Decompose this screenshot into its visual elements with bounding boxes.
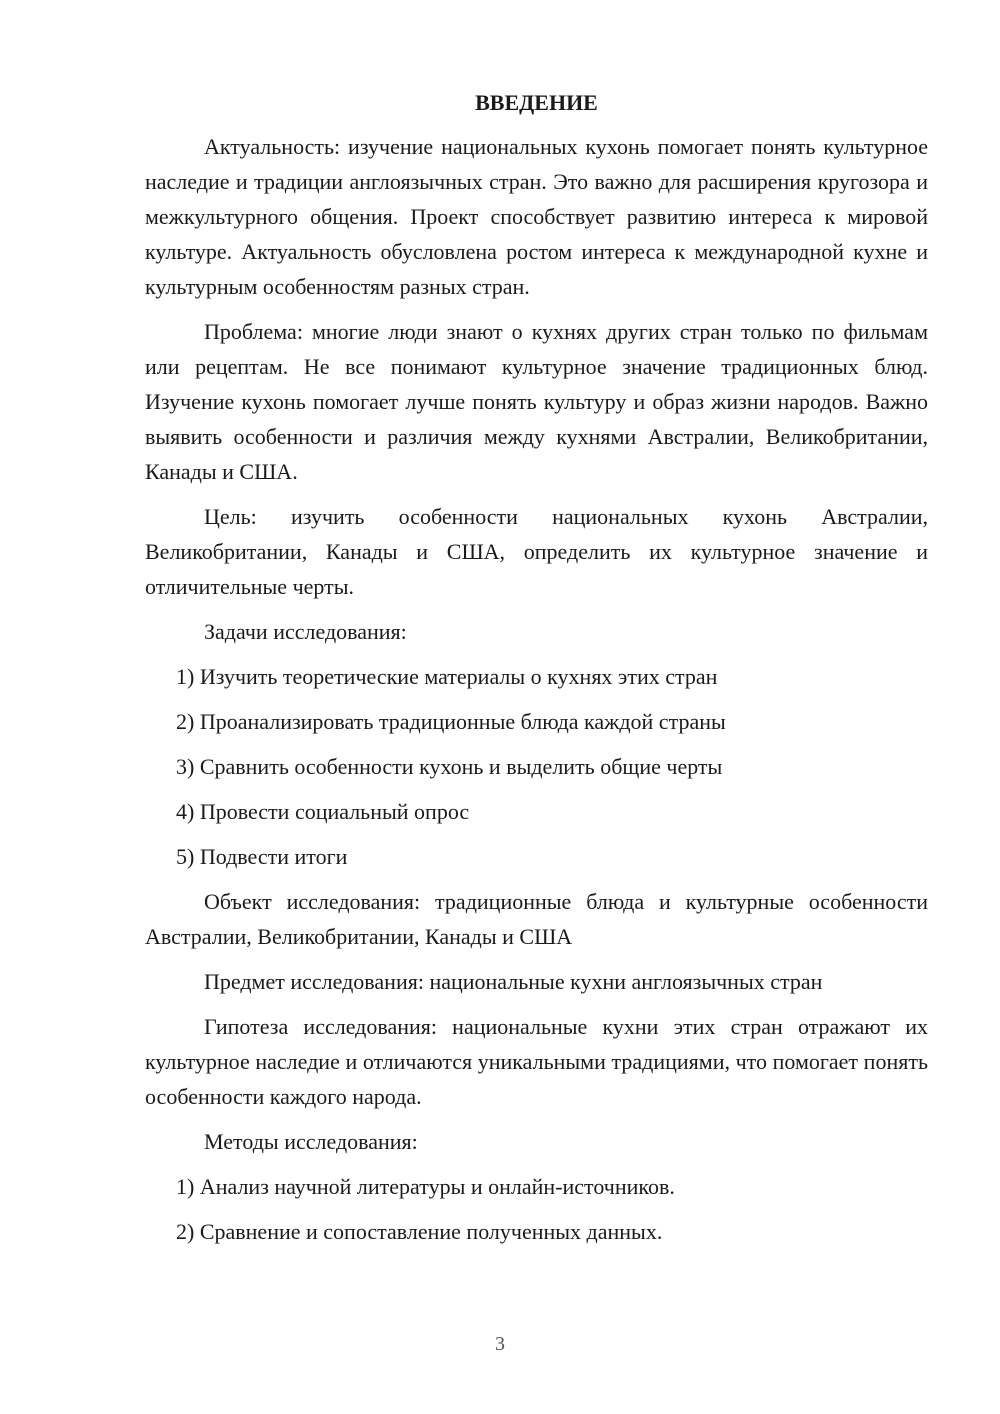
relevance-paragraph: Актуальность: изучение национальных кухонь помогает понять культурное наследие и традиции англоязычных стран. Это важно для расширения кругозора и межкультурного общения. Проект способствует развитию интереса к мировой культуре. Актуальность обусловлена ростом интереса к международной кухне и культурным особенностям разных стран. bbox=[145, 134, 928, 299]
method-item: 1) Анализ научной литературы и онлайн-источников. bbox=[176, 1174, 675, 1199]
problem-paragraph: Проблема: многие люди знают о кухнях других стран только по фильмам или рецептам. Не все понимают культурное значение традиционных блюд. Изучение кухонь помогает лучше понять культуру и образ жизни народов. Важно выявить особенности и различия между кухнями Австралии, Великобритании, Канады и США. bbox=[145, 319, 928, 484]
tasks-heading: Задачи исследования: bbox=[204, 619, 407, 644]
section-title: ВВЕДЕНИЕ bbox=[475, 90, 598, 115]
object-paragraph: Объект исследования: традиционные блюда и культурные особенности Австралии, Великобритании, Канады и США bbox=[145, 889, 928, 949]
page-number: 3 bbox=[495, 1333, 505, 1355]
task-item: 4) Провести социальный опрос bbox=[176, 799, 470, 824]
task-item: 5) Подвести итоги bbox=[176, 844, 348, 869]
method-item: 2) Сравнение и сопоставление полученных данных. bbox=[176, 1219, 663, 1244]
task-item: 1) Изучить теоретические материалы о кухнях этих стран bbox=[176, 664, 718, 689]
methods-heading: Методы исследования: bbox=[204, 1129, 418, 1154]
document-page bbox=[145, 88, 928, 1259]
subject-paragraph: Предмет исследования: национальные кухни англоязычных стран bbox=[204, 969, 823, 994]
task-item: 2) Проанализировать традиционные блюда каждой страны bbox=[176, 709, 726, 734]
task-item: 3) Сравнить особенности кухонь и выделить общие черты bbox=[176, 754, 723, 779]
hypothesis-paragraph: Гипотеза исследования: национальные кухни этих стран отражают их культурное наследие и отличаются уникальными традициями, что помогает понять особенности каждого народа. bbox=[145, 1014, 928, 1109]
goal-paragraph: Цель: изучить особенности национальных кухонь Австралии, Великобритании, Канады и США, определить их культурное значение и отличительные черты. bbox=[145, 504, 928, 599]
